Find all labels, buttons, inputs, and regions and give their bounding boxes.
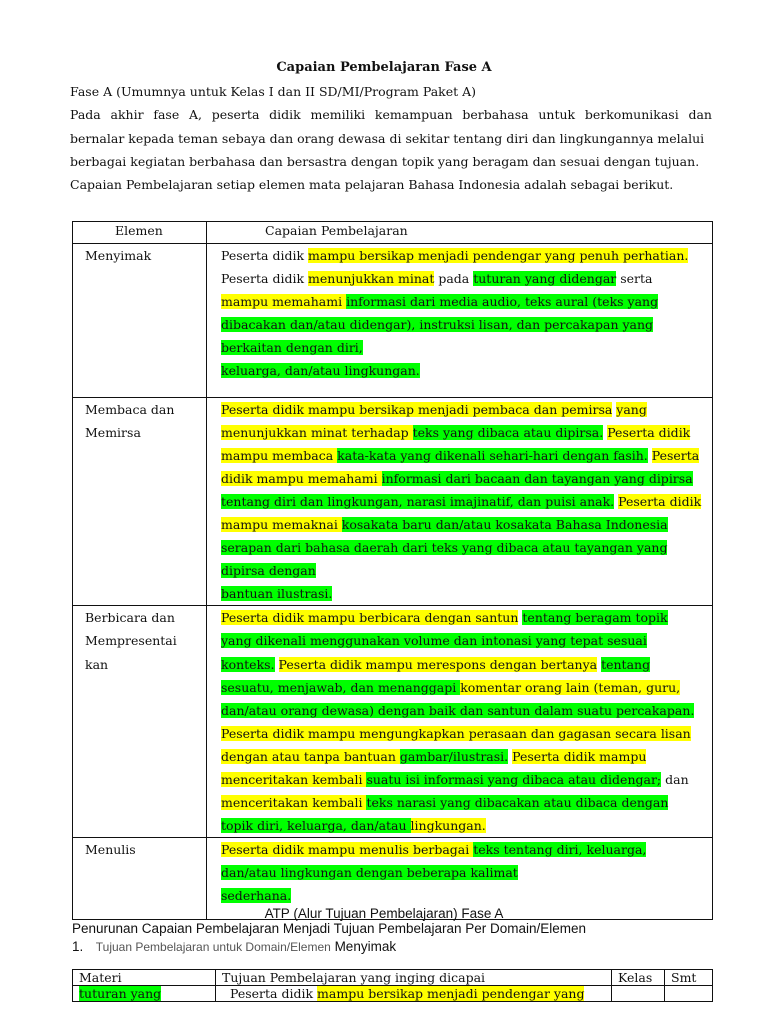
highlight-green: informasi dari media audio, teks aural (teks yang xyxy=(346,294,659,310)
intro-line: Pada akhir fase A, peserta didik memiliki kemampuan berbahasa untuk berkomunikasi dan xyxy=(70,107,712,123)
highlight-green: yang dikenali menggunakan volume dan intonasi yang tepat sesuai xyxy=(221,633,647,649)
table-row xyxy=(73,606,713,837)
capaian-line xyxy=(221,745,706,768)
materi-text: tuturan yang xyxy=(79,986,162,1001)
highlight-yellow: Peserta didik mampu menulis berbagai xyxy=(221,841,474,857)
highlight-green: teks tentang diri, keluarga, xyxy=(473,841,647,857)
highlight-green: konteks. xyxy=(221,656,275,672)
highlight-yellow: Peserta didik xyxy=(618,494,702,510)
page-title: Capaian Pembelajaran Fase A xyxy=(276,60,492,75)
capaian-cell xyxy=(207,244,713,398)
capaian-line xyxy=(221,290,706,313)
materi-cell xyxy=(73,986,216,1002)
capaian-line xyxy=(221,490,706,513)
capaian-line xyxy=(221,676,706,699)
capaian-line xyxy=(221,359,706,382)
highlight-yellow: mampu bersikap menjadi pendengar yang penuh perhatian. xyxy=(308,248,689,263)
capaian-line xyxy=(221,814,706,837)
capaian-line xyxy=(221,559,706,582)
highlight-yellow: didik mampu memahami xyxy=(221,471,382,487)
elemen-label: Mempresentai xyxy=(85,633,177,649)
highlight-green: teks narasi yang dibacakan atau dibaca dengan xyxy=(366,794,669,810)
elemen-label: kan xyxy=(85,656,109,672)
smt-cell xyxy=(665,986,713,1002)
header-elemen: Elemen xyxy=(73,222,207,244)
capaian-line xyxy=(221,861,706,884)
capaian-line xyxy=(221,444,706,467)
capaian-line xyxy=(221,768,706,791)
highlight-green: bantuan ilustrasi. xyxy=(221,586,333,602)
elemen-cell xyxy=(73,606,207,837)
atp-subtitle: Penurunan Capaian Pembelajaran Menjadi Tujuan Pembelajaran Per Domain/Elemen xyxy=(72,921,587,936)
highlight-yellow: menunjukkan minat terhadap xyxy=(221,425,413,441)
plain-text: serta xyxy=(616,271,653,287)
capaian-line xyxy=(221,536,706,559)
highlight-yellow: Peserta didik mampu mengungkapkan perasaan dan gagasan secara lisan xyxy=(221,725,691,741)
table-row xyxy=(73,244,713,398)
capaian-line xyxy=(221,699,706,722)
elemen-label: Menyimak xyxy=(85,248,152,263)
highlight-yellow: dengan atau tanpa bantuan xyxy=(221,748,400,764)
plain-text: pada xyxy=(434,271,474,287)
highlight-yellow: mampu membaca xyxy=(221,448,338,464)
highlight-yellow: Peserta didik mampu berbicara dengan santun xyxy=(221,610,519,626)
capaian-cell xyxy=(207,398,713,606)
list-label: Tujuan Pembelajaran untuk Domain/Elemen xyxy=(95,940,331,954)
capaian-line xyxy=(221,336,706,359)
table-header-row xyxy=(73,970,713,986)
header-smt: Smt xyxy=(665,970,713,986)
capaian-line xyxy=(221,421,706,444)
elemen-label: Memirsa xyxy=(85,425,141,441)
header-tujuan: Tujuan Pembelajaran yang inging dicapai xyxy=(216,970,612,986)
highlight-green: serapan dari bahasa daerah dari teks yang dibaca atau tayangan yang xyxy=(221,540,668,556)
highlight-yellow: komentar orang lain (teman, guru, xyxy=(460,679,681,695)
highlight-yellow: Peserta didik mampu merespons dengan bertanya xyxy=(278,656,598,672)
plain-text: dan xyxy=(661,771,689,787)
table-header-row xyxy=(73,222,713,244)
capaian-line xyxy=(221,838,706,861)
capaian-line xyxy=(221,513,706,536)
atp-list-item xyxy=(72,939,396,954)
highlight-yellow: menceritakan kembali xyxy=(221,771,367,787)
elemen-cell xyxy=(73,244,207,398)
tujuan-prefix: Peserta didik xyxy=(230,986,318,1001)
plain-text xyxy=(275,657,279,672)
table-row xyxy=(73,398,713,606)
header-materi: Materi xyxy=(73,970,216,986)
highlight-yellow: yang xyxy=(616,402,647,417)
capaian-line xyxy=(221,398,706,421)
highlight-green: kata-kata yang dikenali sehari-hari dengan fasih. xyxy=(337,448,648,464)
highlight-green: topik diri, keluarga, dan/atau xyxy=(221,817,411,833)
capaian-line xyxy=(221,467,706,490)
header-kelas: Kelas xyxy=(612,970,665,986)
atp-title: ATP (Alur Tujuan Pembelajaran) Fase A xyxy=(264,906,504,921)
capaian-line xyxy=(221,267,706,290)
highlight-yellow: Peserta xyxy=(651,448,700,464)
elemen-label: Menulis xyxy=(85,841,136,857)
highlight-green: teks yang dibaca atau dipirsa. xyxy=(412,425,604,441)
highlight-yellow: Peserta didik mampu xyxy=(512,748,647,764)
highlight-yellow: menunjukkan minat xyxy=(308,271,435,287)
highlight-yellow: Peserta didik mampu bersikap menjadi pembaca dan pemirsa xyxy=(221,402,613,417)
intro-line: bernalar kepada teman sebaya dan orang dewasa di sekitar tentang diri dan lingkungannya melalui xyxy=(70,130,705,146)
tujuan-cell xyxy=(216,986,612,1002)
highlight-green: sederhana. xyxy=(221,887,292,903)
capaian-line xyxy=(221,313,706,336)
capaian-line xyxy=(221,629,706,652)
intro-line: berbagai kegiatan berbahasa dan bersastra dengan topik yang beragam dan sesuai dengan tujuan. xyxy=(70,153,700,169)
capaian-line xyxy=(221,884,706,907)
intro-line: Fase A (Umumnya untuk Kelas I dan II SD/MI/Program Paket A) xyxy=(70,84,477,99)
highlight-green: tentang xyxy=(601,656,651,672)
list-number: 1. xyxy=(72,939,84,954)
highlight-green: dan/atau lingkungan dengan beberapa kalimat xyxy=(221,864,518,880)
highlight-green: keluarga, dan/atau lingkungan. xyxy=(221,363,420,379)
highlight-green: sesuatu, menjawab, dan menanggapi xyxy=(221,679,461,695)
capaian-line xyxy=(221,791,706,814)
highlight-green: tentang beragam topik xyxy=(522,610,668,626)
highlight-green: dan/atau orang dewasa) dengan baik dan santun dalam suatu percakapan. xyxy=(221,702,695,718)
capaian-line xyxy=(221,653,706,676)
plain-text: Peserta didik xyxy=(221,271,309,287)
elemen-label: Membaca dan xyxy=(85,402,175,417)
capaian-line xyxy=(221,606,706,629)
highlight-green: tentang diri dan lingkungan, narasi imajinatif, dan puisi anak. xyxy=(221,494,615,510)
plain-text: Peserta didik xyxy=(221,248,309,263)
kelas-cell xyxy=(612,986,665,1002)
capaian-cell xyxy=(207,606,713,837)
elemen-label: Berbicara dan xyxy=(85,610,175,626)
highlight-green: dipirsa dengan xyxy=(221,563,316,579)
tujuan-table xyxy=(72,969,713,1002)
highlight-green: gambar/ilustrasi. xyxy=(399,748,509,764)
highlight-yellow: menceritakan kembali xyxy=(221,794,367,810)
highlight-green: tuturan yang didengar xyxy=(473,271,617,287)
capaian-line xyxy=(221,582,706,605)
highlight-yellow: mampu memaknai xyxy=(221,517,342,533)
highlight-green: informasi dari bacaan dan tayangan yang dipirsa xyxy=(381,471,693,487)
highlight-yellow: lingkungan. xyxy=(410,817,486,833)
capaian-table xyxy=(72,221,713,920)
highlight-yellow: Peserta didik xyxy=(607,425,691,441)
table-row xyxy=(73,986,713,1002)
capaian-line xyxy=(221,722,706,745)
highlight-green: dibacakan dan/atau didengar), instruksi lisan, dan percakapan yang xyxy=(221,317,654,333)
highlight-green: suatu isi informasi yang dibaca atau didengar; xyxy=(366,771,662,787)
highlight-yellow: mampu memahami xyxy=(221,294,347,310)
elemen-cell xyxy=(73,398,207,606)
header-capaian: Capaian Pembelajaran xyxy=(207,222,713,244)
highlight-green: kosakata baru dan/atau kosakata Bahasa Indonesia xyxy=(341,517,668,533)
capaian-line xyxy=(221,244,706,267)
intro-line: Capaian Pembelajaran setiap elemen mata pelajaran Bahasa Indonesia adalah sebagai berikut. xyxy=(70,177,674,193)
highlight-green: berkaitan dengan diri, xyxy=(221,340,363,356)
list-element: Menyimak xyxy=(334,939,397,954)
intro-paragraph xyxy=(70,80,712,196)
tujuan-highlight: mampu bersikap menjadi pendengar yang xyxy=(317,986,585,1001)
